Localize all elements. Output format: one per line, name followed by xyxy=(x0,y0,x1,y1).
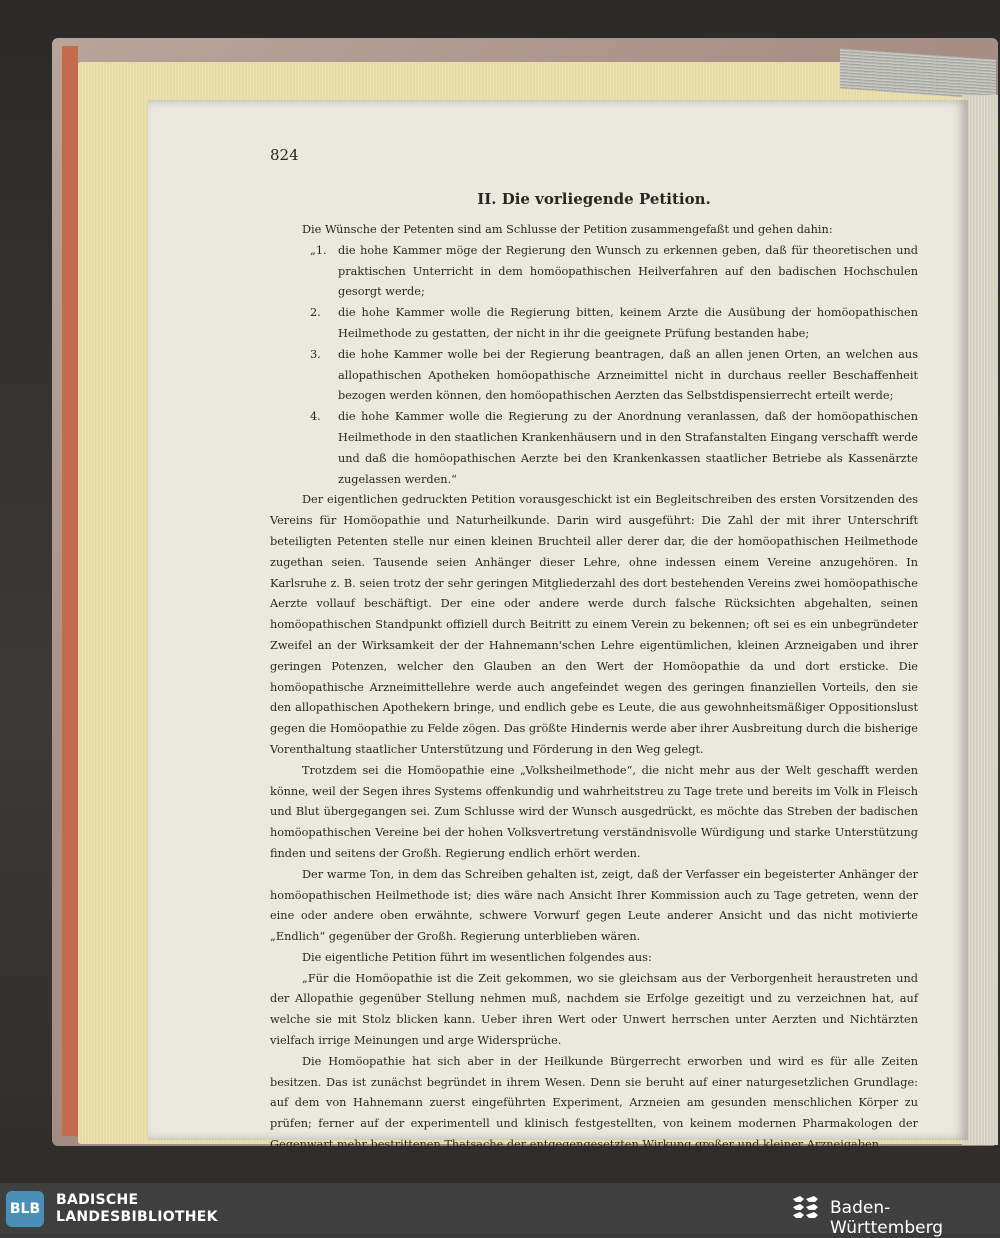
library-name[interactable] xyxy=(56,1192,218,1226)
state-name[interactable]: Baden-Württemberg xyxy=(830,1198,944,1238)
footer-bar xyxy=(0,1183,1000,1238)
list-item xyxy=(270,345,918,407)
body-paragraph: Trotzdem sei die Homöopathie eine „Volksheilmethode“, die nicht mehr aus der Welt geschafft werden könne, weil der Segen ihres Systems offenkundig und wahrheitstreu zu Tage trete und bereits im Volk in Fleisch und Blut übergegangen sei. Zum Schlusse wird der Wunsch ausgedrückt, es möchte das Streben der badischen homöopathischen Vereine bei der hohen Volksvertretung verständnisvolle Würdigung und starke Unterstützung finden und seitens der Großh. Regierung endlich erhört werden. xyxy=(270,763,918,860)
body-paragraph: Die eigentliche Petition führt im wesentlichen folgendes aus: xyxy=(302,950,652,964)
list-number: „1. xyxy=(310,243,327,257)
body-paragraph: „Für die Homöopathie ist die Zeit gekommen, wo sie gleichsam aus der Verborgenheit heraustreten und der Allopathie gegenüber Stellung nehmen muß, nachdem sie Erfolge gezeitigt und zu verzeichnen hat, auf welche sie mit Stolz blicken kann. Ueber ihren Wert oder Unwert herrschen unter Aerzten und Nichtärzten vielfach irrige Meinungen und arge Widersprüche. xyxy=(270,971,918,1048)
blb-logo[interactable]: BLB xyxy=(6,1191,44,1227)
list-number: 2. xyxy=(310,306,321,320)
intro-paragraph: Die Wünsche der Petenten sind am Schlusse der Petition zusammengefaßt und gehen dahin: xyxy=(302,223,833,236)
library-name-line2: LANDESBIBLIOTHEK xyxy=(56,1209,218,1225)
list-text: die hohe Kammer wolle die Regierung bitten, keinem Arzte die Ausübung der homöopathischen Heilmethode zu gestatten, der nicht in ihr die geeignete Prüfung bestanden habe; xyxy=(338,306,918,340)
body-paragraph: Der eigentlichen gedruckten Petition vorausgeschickt ist ein Begleitschreiben des ersten Vorsitzenden des Vereins für Homöopathie und Naturheilkunde. Darin wird ausgeführt: Die Zahl der mit ihrer Unterschrift beteiligten Petenten stelle nur einen kleinen Bruchteil aller derer dar, die der homöopathischen Heilmethode zugethan seien. Tausende seien Anhänger dieser Lehre, ohne indessen einem Vereine anzugehören. In Karlsruhe z. B. seien trotz der sehr geringen Mitgliederzahl des dort bestehenden Vereins zwei homöopathische Aerzte vollauf beschäftigt. Der eine oder andere werde durch falsche Rücksichten abgehalten, seinen homöopathischen Standpunkt offiziell durch Beitritt zu einem Verein zu bekennen; oft sei es ein unbegründeter Zweifel an der Wirksamkeit der der Hahnemann'schen Lehre eigentümlichen, kleinen Arzneigaben und ihrer geringen Potenzen, welcher den Glauben an den Wert der Homöopathie da und dort ersticke. Die homöopathische Arzneimittellehre werde auch angefeindet wegen des geringen finanziellen Vorteils, den sie den allopathischen Apothekern bringe, und endlich gebe es Leute, die aus gewohnheitsmäßiger Oppositionslust gegen die Homöopathie zu Felde zögen. Das größte Hindernis werde aber ihrer Ausbreitung durch die bisherige Vorenthaltung staatlicher Unterstützung und Förderung in den Weg gelegt. xyxy=(270,493,918,756)
list-number: 4. xyxy=(310,410,321,424)
list-text: die hohe Kammer wolle die Regierung zu der Anordnung veranlassen, daß der homöopathischen Heilmethode in den staatlichen Krankenhäusern und in den Strafanstalten Eingang verschafft werde und daß die homöopathischen Aerzte bei den Krankenkassen staatlicher Betriebe als Kassenärzte zugelassen werden.“ xyxy=(338,410,918,486)
list-number: 3. xyxy=(310,347,321,361)
book-cover-edge xyxy=(62,46,78,1136)
list-text: die hohe Kammer möge der Regierung den Wunsch zu erkennen geben, daß für theoretischen und praktischen Unterricht in dem homöopathischen Heilverfahren auf den badischen Hochschulen gesorgt werde; xyxy=(338,243,918,299)
library-name-line1: BADISCHE xyxy=(56,1192,139,1208)
list-item xyxy=(270,407,918,490)
list-item xyxy=(270,241,918,303)
section-heading: II. Die vorliegende Petition. xyxy=(477,190,711,208)
body-paragraph: Die Homöopathie hat sich aber in der Heilkunde Bürgerrecht erworben und wird es für alle Zeiten besitzen. Das ist zunächst begründet in ihrem Wesen. Denn sie beruht auf einer naturgesetzlichen Grundlage: auf dem von Hahnemann zuerst eingeführten Experiment, Arzneien am gesunden menschlichen Körper zu prüfen; ferner auf der experimentell und klinisch festgestellten, von keinem modernen Pharmakologen der Gegenwart mehr bestrittenen Thatsache der entgegengesetzten Wirkung großer und kleiner Arzneigaben. xyxy=(270,1054,918,1152)
list-item xyxy=(270,303,918,345)
list-text: die hohe Kammer wolle bei der Regierung beantragen, daß an allen jenen Orten, an welchen aus allopathischen Apotheken homöopathische Arzneimittel nicht in durchaus reeller Beschaffenheit bezogen werden können, den homöopathischen Aerzten das Selbstdispensierrecht erteilt werde; xyxy=(338,347,918,403)
page-body xyxy=(270,220,918,1156)
page-number: 824 xyxy=(270,146,299,164)
body-paragraph: Der warme Ton, in dem das Schreiben gehalten ist, zeigt, daß der Verfasser ein begeisterter Anhänger der homöopathischen Heilmethode ist; dies wäre nach Ansicht Ihrer Kommission auch zu Tage getreten, wenn der eine oder andere oben erwähnte, schwere Vorwurf gegen Leute anderer Ansicht und das nicht motivierte „Endlich“ gegenüber der Großh. Regierung unterblieben wären. xyxy=(270,867,918,944)
baden-wuerttemberg-lions-icon[interactable] xyxy=(790,1193,820,1223)
petition-list xyxy=(270,241,918,491)
